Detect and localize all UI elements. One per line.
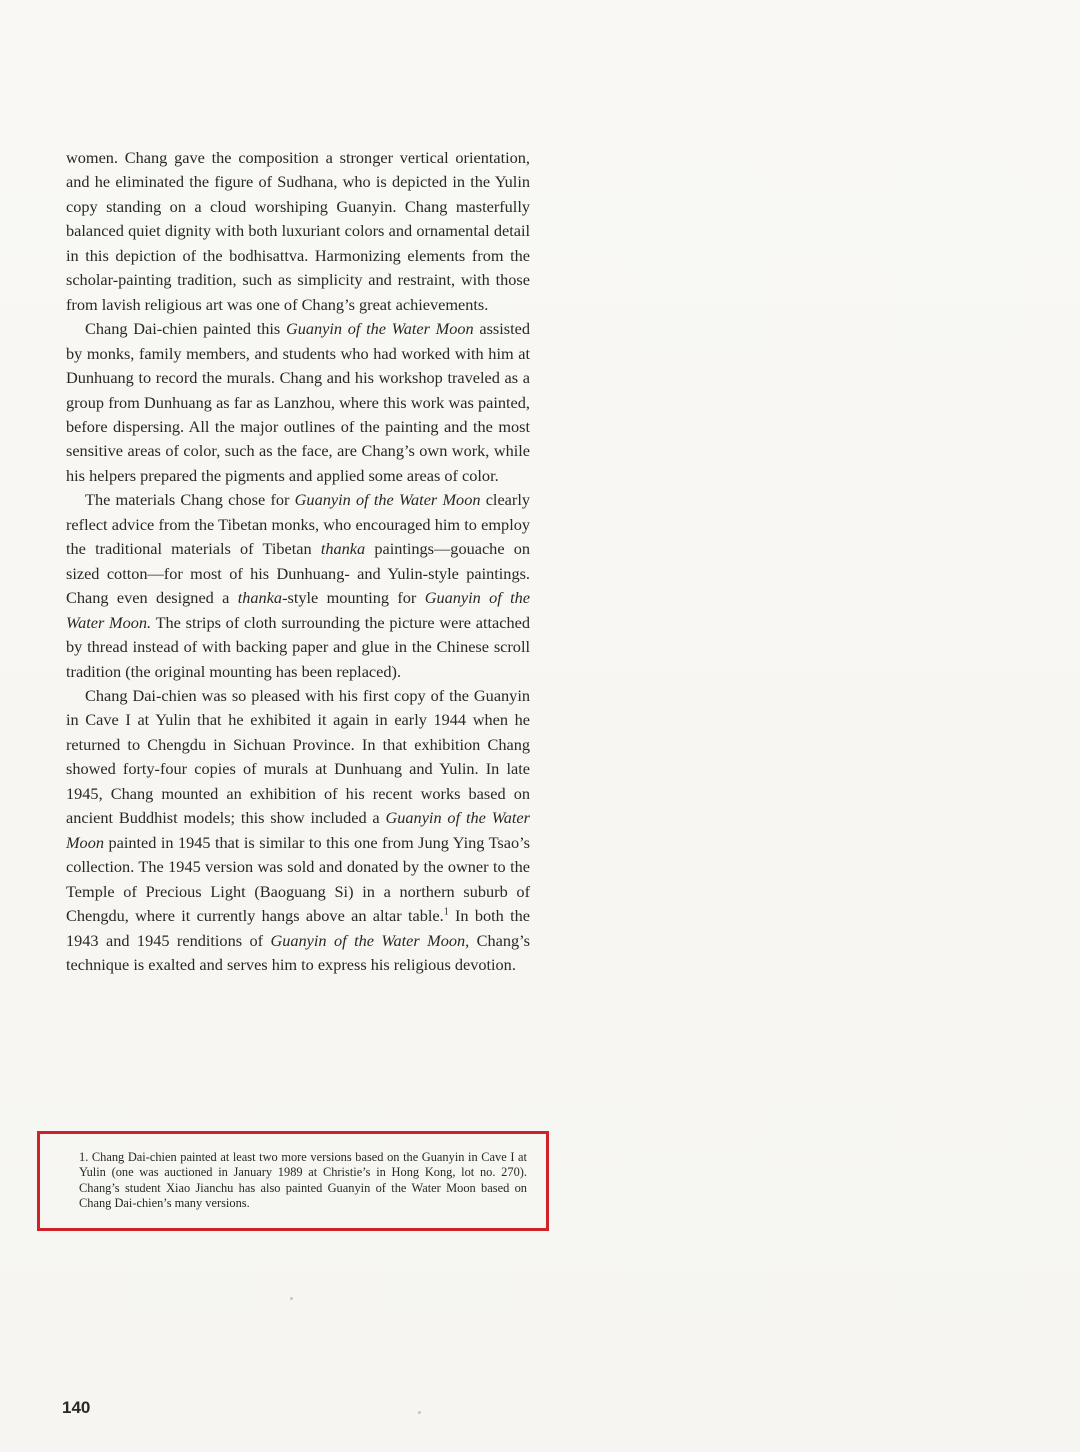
paragraph-3 <box>66 488 530 684</box>
paragraph-4-text-c: In both the 1943 and 1945 renditions of <box>66 906 530 950</box>
paragraph-4 <box>66 684 530 977</box>
paragraph-2-text-a: Chang Dai-chien painted this <box>85 319 286 339</box>
artwork-title: Guanyin of the Water Moon <box>294 490 481 510</box>
paragraph-4-text-d: Chang’s technique is exalted and serves him to express his religious devotion. <box>66 930 531 974</box>
paragraph-4-text-a: Chang Dai-chien was so pleased with his first copy of the Guanyin in Cave I at Yulin that he exhibited it again in early 1944 when he returned to Chengdu in Sichuan Province. In that exhibition Chang showed forty-four copies of murals at Dunhuang and Yulin. In late 1945, Chang mounted an exhibition of his recent works based on ancient Buddhist models; this show included a <box>66 685 530 828</box>
artwork-title: Guanyin of the Water Moon <box>285 319 474 339</box>
thanka-term: thanka <box>320 539 366 559</box>
body-text <box>66 146 530 977</box>
paragraph-1: women. Chang gave the composition a stronger vertical orientation, and he eliminated the figure of Sudhana, who is depicted in the Yulin copy standing on a cloud worshiping Guanyin. Chang masterfully balanced quiet dignity with both luxuriant colors and ornamental detail in this depiction of the bodhisattva. Harmonizing elements from the scholar-painting tradition, such as simplicity and restraint, with those from lavish religious art was one of Chang’s great achievements. <box>66 148 530 314</box>
paragraph-3-text-c: paintings—gouache on sized cotton—for most of his Dunhuang- and Yulin-style paintings. Chang even designed a <box>66 539 531 608</box>
paragraph-3-text-e: The strips of cloth surrounding the picture were attached by thread instead of with backing paper and glue in the Chinese scroll tradition (the original mounting has been replaced). <box>66 612 530 681</box>
artwork-title: Guanyin of the Water Moon. <box>66 588 531 632</box>
thanka-term: thanka <box>237 588 283 608</box>
paragraph-2 <box>66 317 530 488</box>
paragraph-3-text-b: clearly reflect advice from the Tibetan monks, who encouraged him to employ the traditional materials of Tibetan <box>66 490 530 559</box>
footnote <box>79 1150 527 1212</box>
paragraph-2-text-b: assisted by monks, family members, and students who had worked with him at Dunhuang to record the murals. Chang and his workshop traveled as a group from Dunhuang as far as Lanzhou, where this work was painted, before dispersing. All the major outlines of the painting and the most sensitive areas of color, such as the face, are Chang’s own work, while his helpers prepared the pigments and applied some areas of color. <box>66 319 531 485</box>
artwork-title: Guanyin of the Water Moon, <box>270 930 470 950</box>
footnote-text: 1. Chang Dai-chien painted at least two more versions based on the Guanyin in Cave I at Yulin (one was auctioned in January 1989 at Christie’s in Hong Kong, lot no. 270). Chang’s student Xiao Jianchu has also painted Guanyin of the Water Moon based on Chang Dai-chien’s many versions. <box>79 1150 527 1211</box>
paragraph-3-text-a: The materials Chang chose for <box>85 490 295 510</box>
paragraph-4-text-b: painted in 1945 that is similar to this one from Jung Ying Tsao’s collection. The 1945 version was sold and donated by the owner to the Temple of Precious Light (Baoguang Si) in a northern suburb of Chengdu, where it currently hangs above an altar table. <box>66 832 530 926</box>
artwork-title: Guanyin of the Water Moon <box>66 808 530 852</box>
paper-speck <box>418 1411 421 1414</box>
page-number: 140 <box>62 1398 91 1417</box>
paper-speck <box>290 1297 293 1300</box>
footnote-reference: 1 <box>443 906 449 918</box>
paragraph-3-text-d: -style mounting for <box>282 588 425 608</box>
